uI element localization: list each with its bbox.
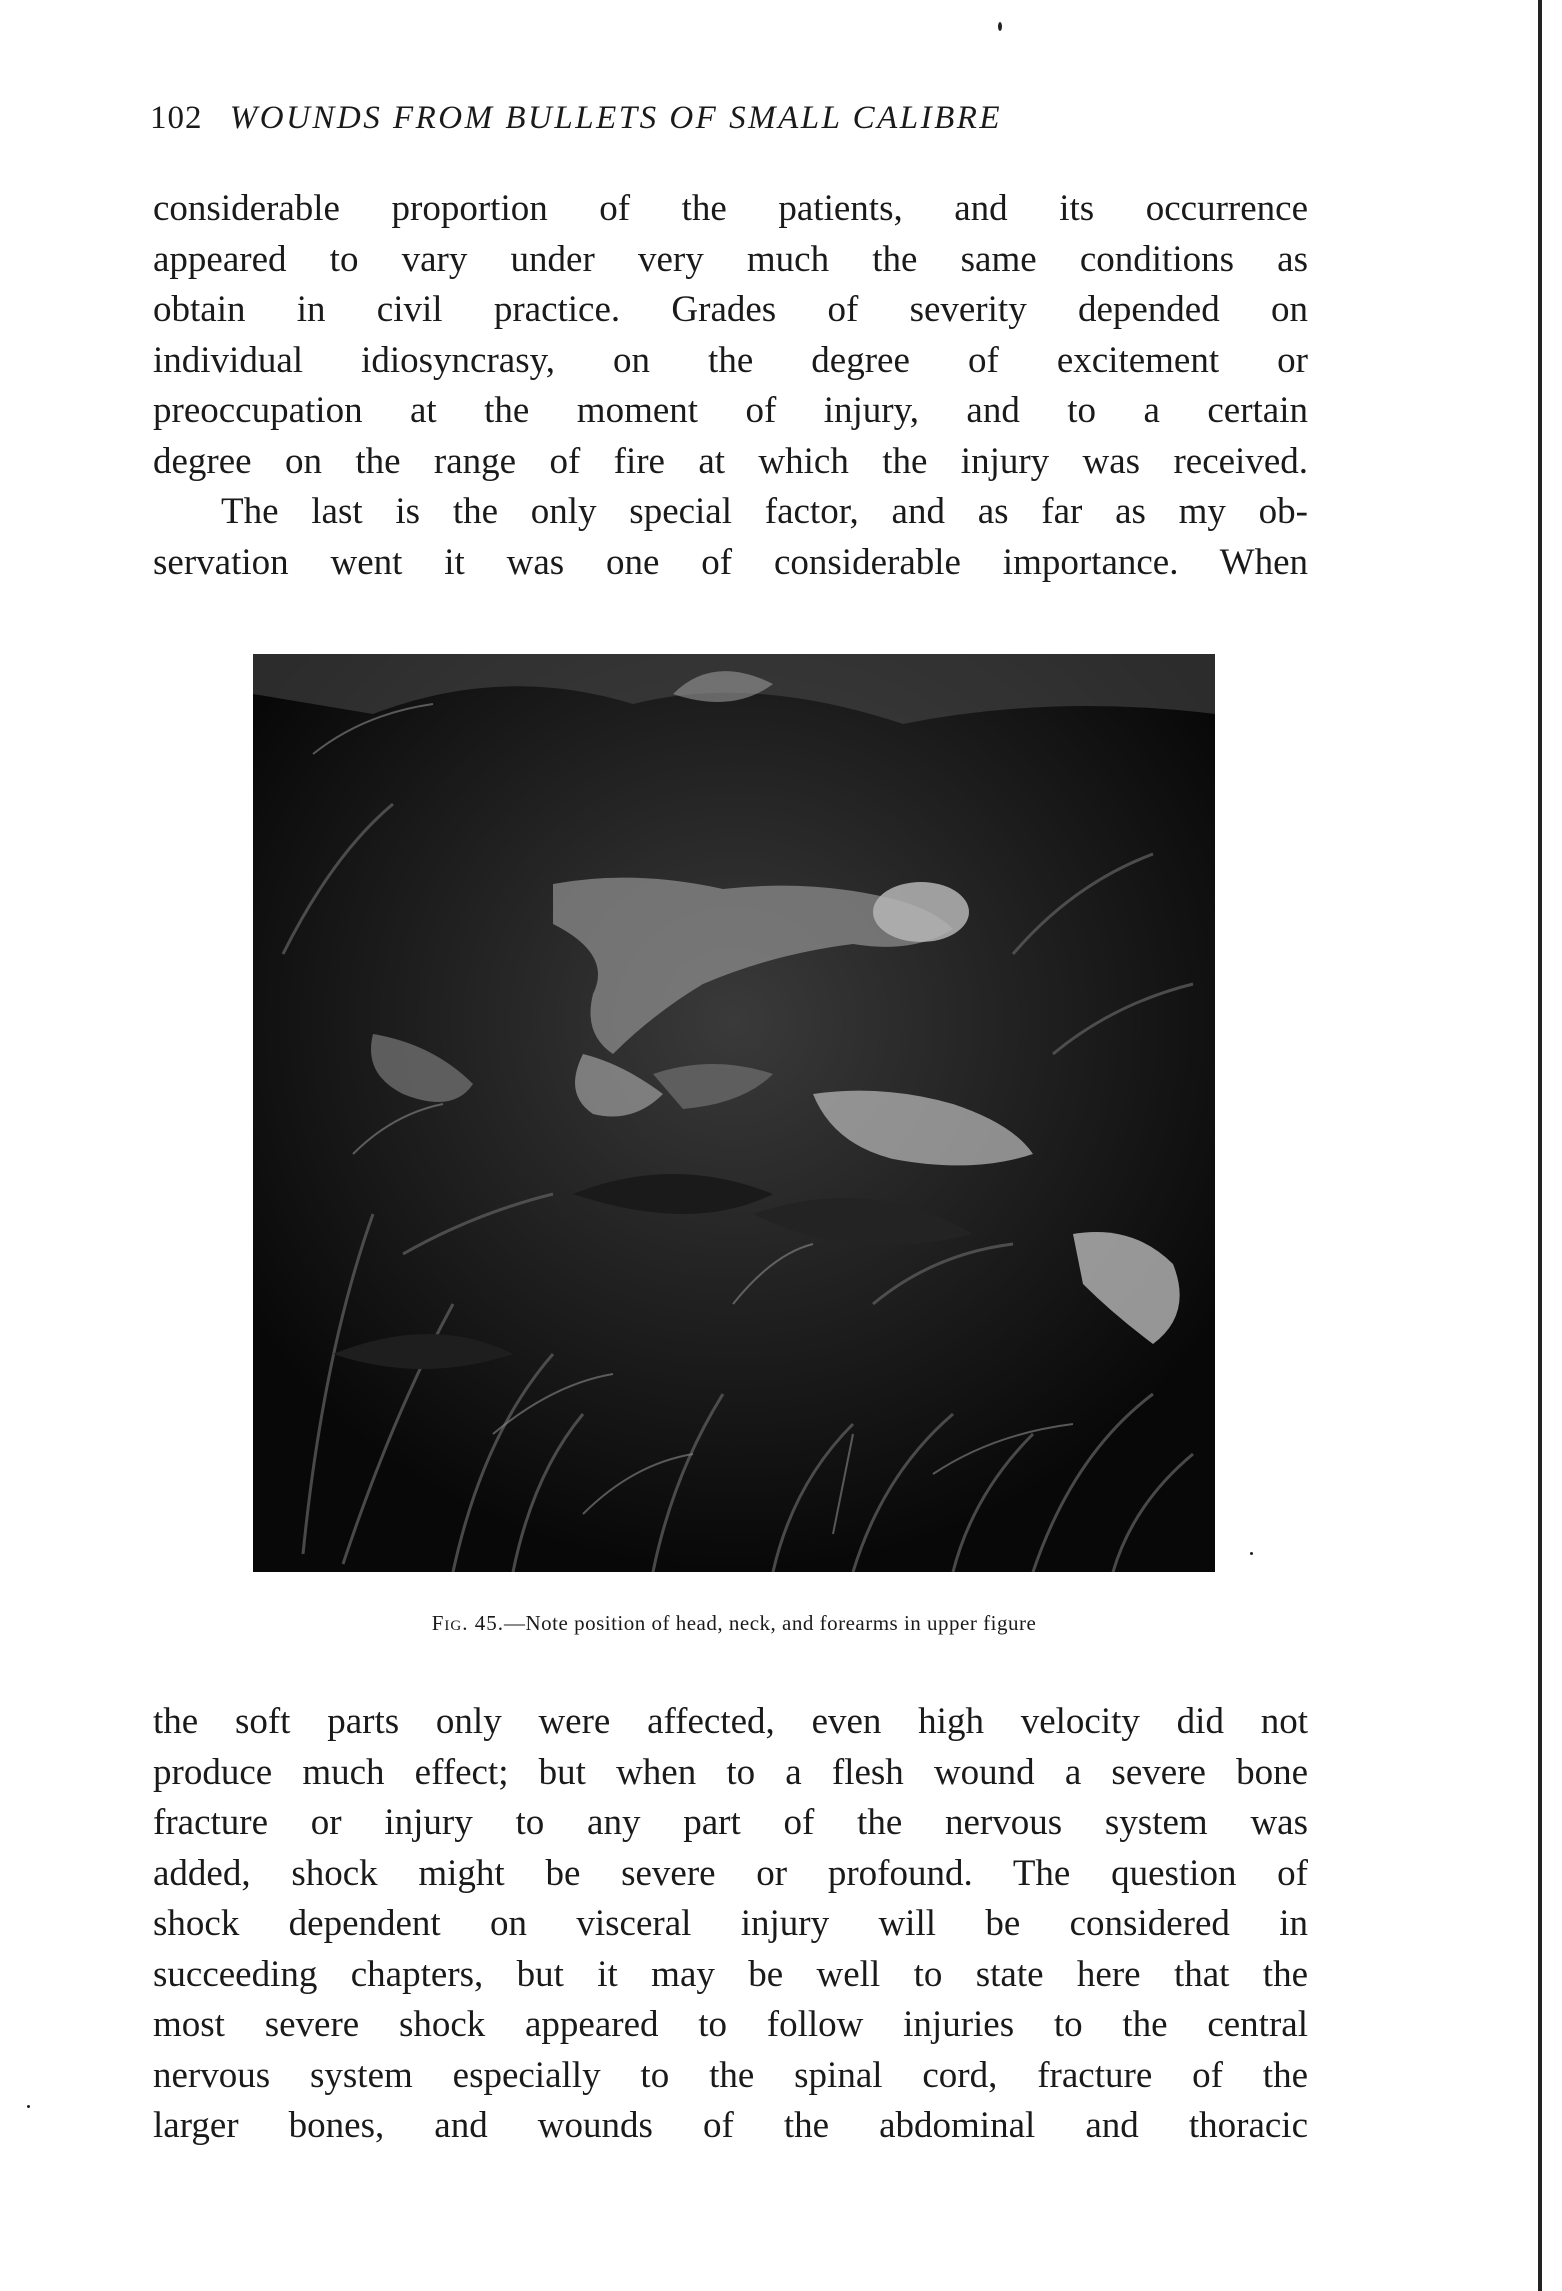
text-line: most severe shock appeared to follow injuries to the central (153, 2004, 1308, 2045)
paragraph-block-top (153, 184, 1308, 588)
text-line: shock dependent on visceral injury will be considered in (153, 1903, 1308, 1944)
figure-caption (253, 1611, 1215, 1636)
text-line: preoccupation at the moment of injury, and to a certain (153, 390, 1308, 431)
scan-speck (998, 22, 1002, 31)
scan-speck (1250, 1552, 1253, 1555)
scan-speck (27, 2105, 30, 2108)
text-line: obtain in civil practice. Grades of severity depended on (153, 289, 1308, 330)
text-line: the soft parts only were affected, even high velocity did not (153, 1701, 1308, 1742)
page-number: 102 (150, 100, 203, 136)
text-line: considerable proportion of the patients, and its occurrence (153, 188, 1308, 229)
running-head (150, 100, 1300, 137)
text-line: degree on the range of fire at which the injury was received. (153, 440, 1308, 482)
scan-page-edge (1538, 0, 1542, 2291)
photograph-of-wounded-soldiers (253, 654, 1215, 1572)
text-line: larger bones, and wounds of the abdominal and thoracic (153, 2105, 1308, 2146)
text-line: produce much effect; but when to a flesh wound a severe bone (153, 1751, 1308, 1793)
text-line: individual idiosyncrasy, on the degree of excitement or (153, 339, 1308, 381)
figure-caption-text: —Note position of head, neck, and forearms in upper figure (504, 1611, 1037, 1635)
text-line: servation went it was one of considerable importance. When (153, 541, 1308, 583)
running-title: WOUNDS FROM BULLETS OF SMALL CALIBRE (229, 100, 1003, 136)
text-line: fracture or injury to any part of the nervous system was (153, 1802, 1308, 1843)
text-line: succeeding chapters, but it may be well to state here that the (153, 1953, 1308, 1995)
figure-photograph (253, 654, 1215, 1572)
text-line: appeared to vary under very much the same conditions as (153, 238, 1308, 280)
text-line: added, shock might be severe or profound. The question of (153, 1852, 1308, 1894)
paragraph-block-bottom (153, 1697, 1308, 2152)
text-line: nervous system especially to the spinal cord, fracture of the (153, 2054, 1308, 2096)
figure-label: Fig. 45. (431, 1611, 504, 1635)
text-line: The last is the only special factor, and as far as my ob- (221, 491, 1308, 532)
